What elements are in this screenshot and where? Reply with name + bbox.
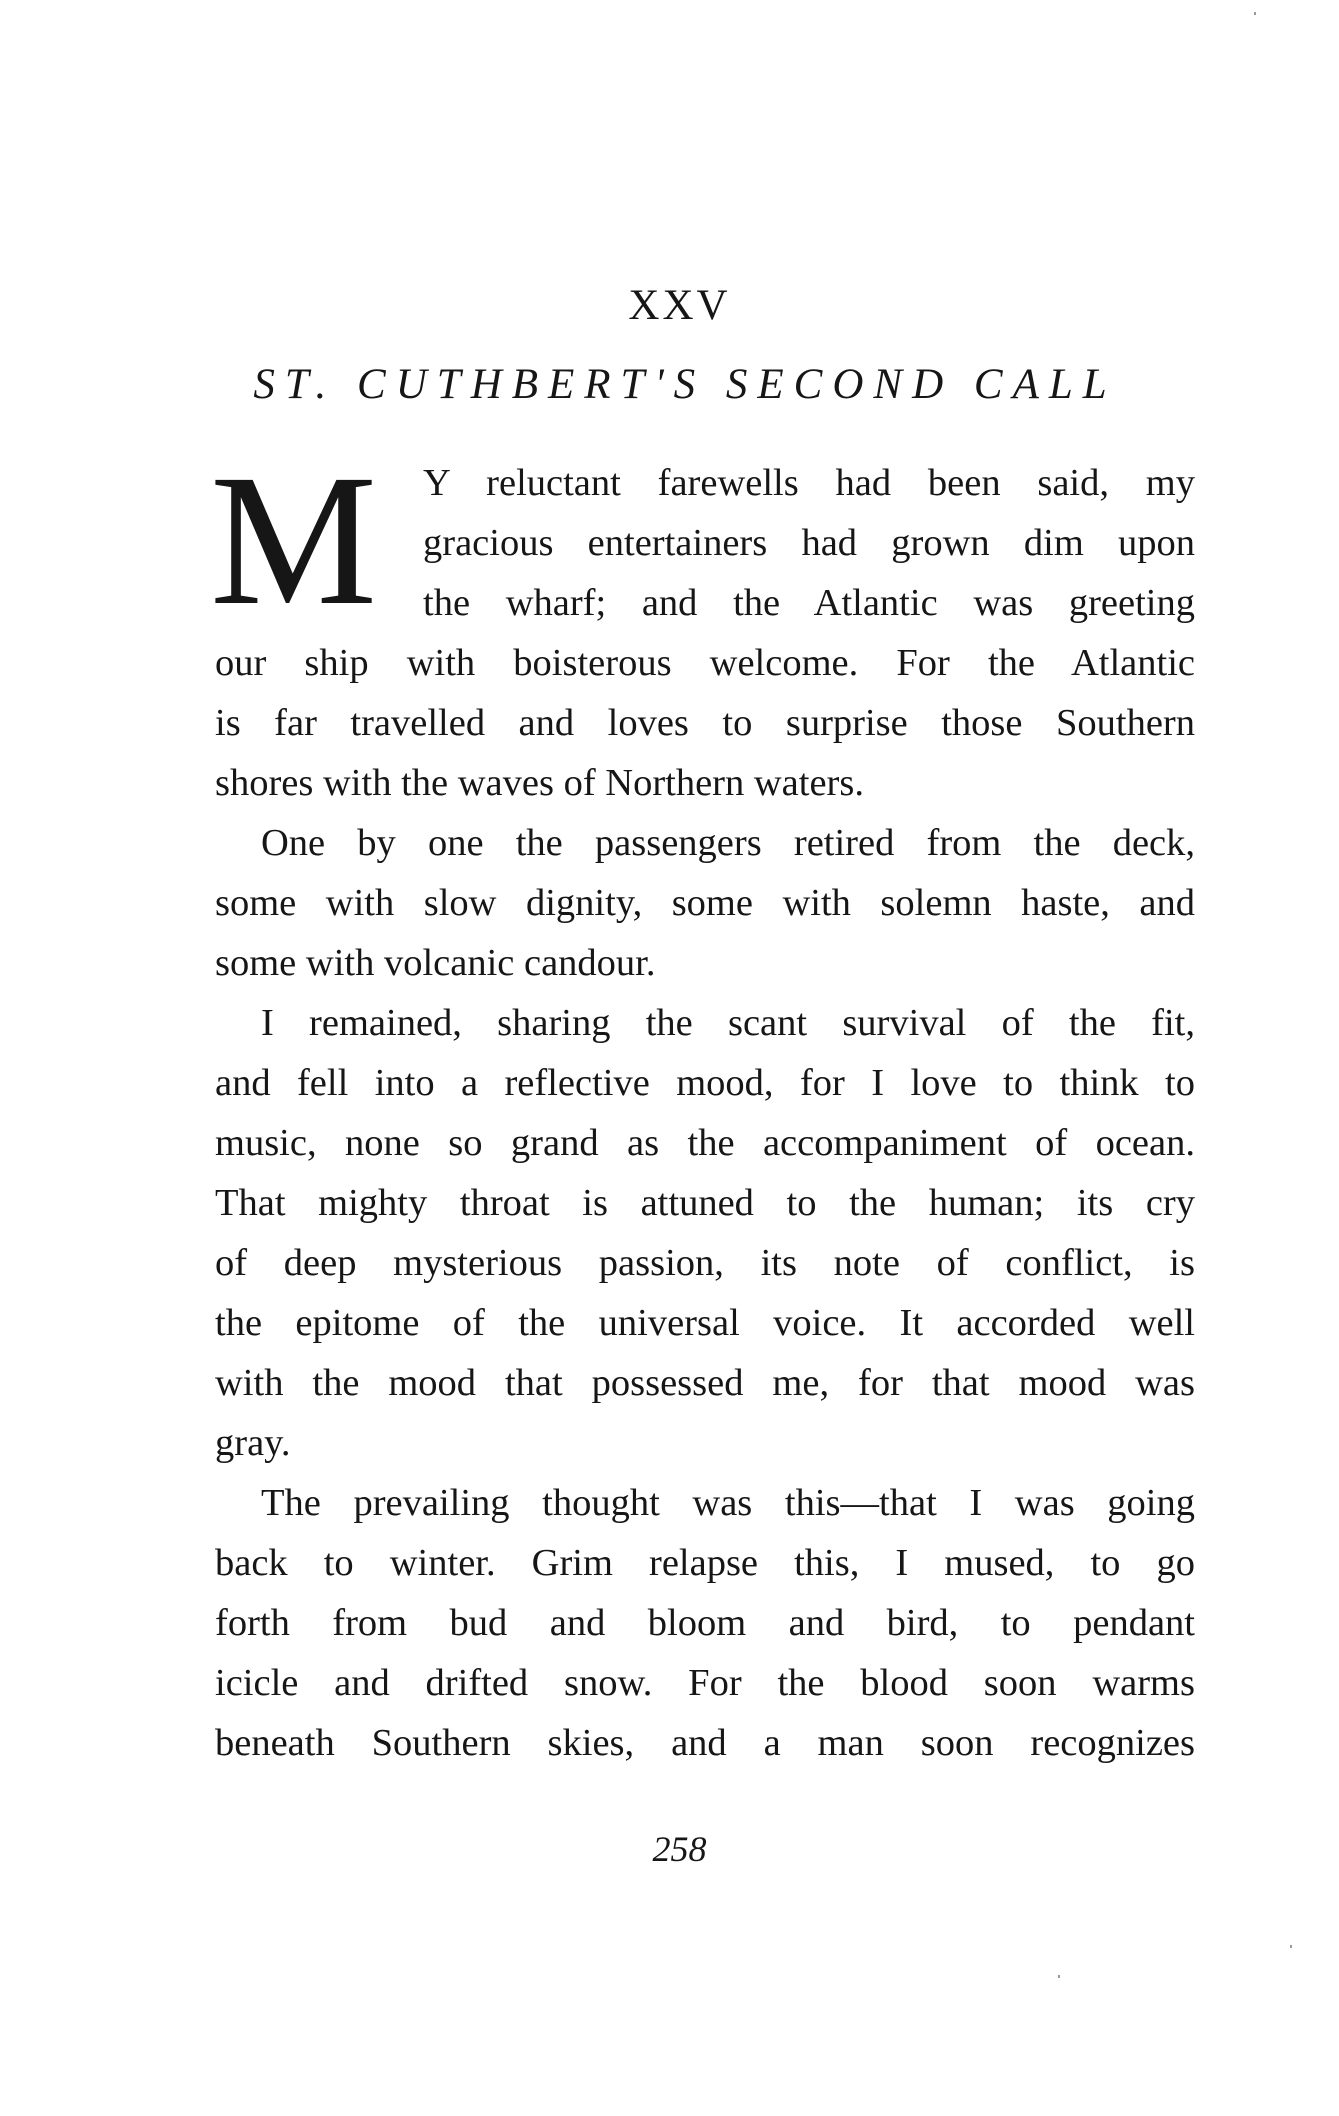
text-line: One by one the passengers retired from the deck, [261, 822, 1195, 864]
scan-speck [1290, 1945, 1292, 1948]
text-line: beneath Southern skies, and a man soon recognizes [215, 1722, 1195, 1764]
chapter-title: ST. CUTHBERT'S SECOND CALL [253, 361, 1117, 408]
text-line: is far travelled and loves to surprise those Southern [215, 702, 1195, 744]
text-line: and fell into a reflective mood, for I love to think to [215, 1062, 1195, 1104]
text-line: music, none so grand as the accompaniment of ocean. [215, 1122, 1195, 1164]
paragraph-1 [210, 435, 1195, 813]
chapter-number: XXV [628, 282, 731, 329]
text-line: the epitome of the universal voice. It accorded well [215, 1302, 1195, 1344]
text-line: icicle and drifted snow. For the blood soon warms [215, 1662, 1195, 1704]
scan-speck [1058, 1975, 1060, 1978]
text-line: some with volcanic candour. [215, 942, 656, 984]
text-line: our ship with boisterous welcome. For the Atlantic [215, 642, 1195, 684]
page-number: 258 [652, 1829, 707, 1869]
text-line: forth from bud and bloom and bird, to pendant [215, 1602, 1195, 1644]
body-text [210, 435, 1195, 1773]
text-line: Y reluctant farewells had been said, my [423, 462, 1195, 504]
text-line: gray. [215, 1422, 291, 1464]
text-line: of deep mysterious passion, its note of conflict, is [215, 1242, 1195, 1284]
text-line: gracious entertainers had grown dim upon [423, 522, 1195, 564]
paragraph-4 [215, 1473, 1195, 1773]
drop-cap: M [210, 435, 378, 644]
text-line: The prevailing thought was this—that I was going [261, 1482, 1195, 1524]
text-line: some with slow dignity, some with solemn haste, and [215, 882, 1195, 924]
text-line: shores with the waves of Northern waters. [215, 762, 864, 804]
paragraph-2 [215, 813, 1195, 993]
text-line: with the mood that possessed me, for that mood was [215, 1362, 1195, 1404]
text-line: I remained, sharing the scant survival of the fit, [261, 1002, 1195, 1044]
text-line: That mighty throat is attuned to the human; its cry [215, 1182, 1195, 1224]
scan-speck [1254, 12, 1256, 15]
text-line: back to winter. Grim relapse this, I mused, to go [215, 1542, 1195, 1584]
paragraph-3 [215, 993, 1195, 1473]
text-line: the wharf; and the Atlantic was greeting [423, 582, 1195, 624]
